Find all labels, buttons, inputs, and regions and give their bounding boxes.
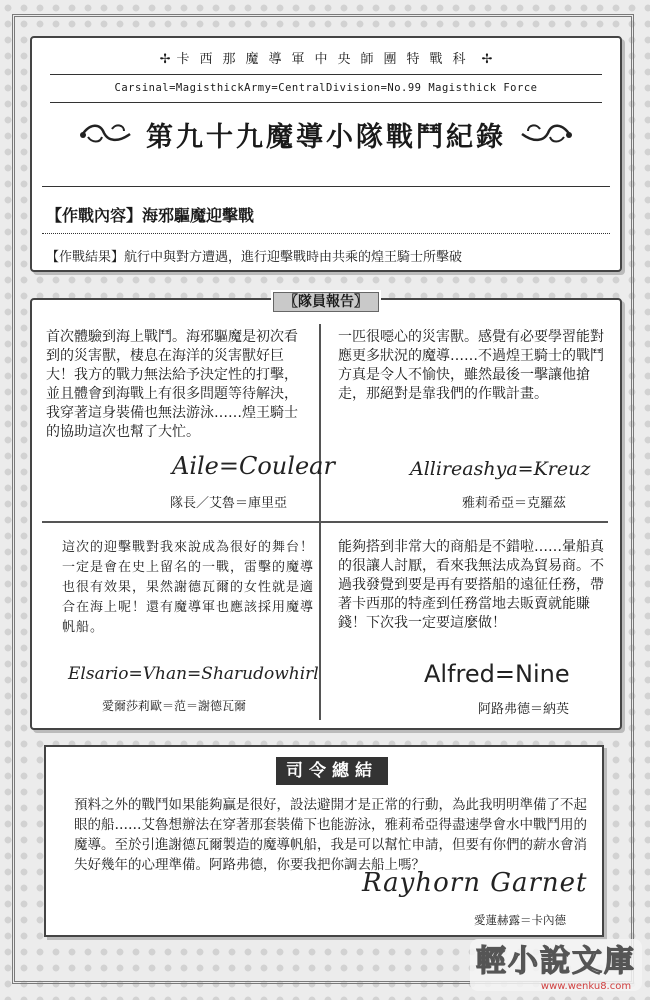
unit-name-english: Carsinal=MagisthickArmy=CentralDivision=No.99 Magisthick Force (114, 82, 538, 94)
report-signature: Elsario=Vhan=Sharudowhirl (68, 664, 319, 684)
report-signature: Aile=Coulear (172, 452, 335, 480)
operation-content-value: 海邪驅魔迎擊戰 (142, 206, 255, 225)
report-member-name: 隊長／艾魯＝庫里亞 (170, 496, 288, 511)
watermark-logo (468, 935, 644, 995)
unit-name: 卡西那魔導軍中央師團特戰科 (176, 52, 476, 67)
member-report-label: 〖隊員報告〗 (271, 290, 381, 314)
flourish-left-icon (78, 121, 134, 147)
watermark-title: 輕小說文庫 (476, 944, 636, 979)
divider (42, 233, 610, 234)
report-text: 一匹很噁心的災害獸。感覺有必要學習能對應更多狀況的魔導……不過煌王騎士的戰鬥方真是令人不愉快，雖然最後一擊讓他搶走，那絕對是靠我們的作戰計畫。 (338, 329, 604, 402)
report-entry (62, 538, 314, 638)
operation-content (46, 203, 254, 226)
report-signature: Allireashya=Kreuz (410, 458, 591, 480)
report-member-name: 雅莉希亞＝克羅茲 (462, 496, 567, 511)
page-title: 第九十九魔導小隊戰鬥紀錄 (146, 121, 506, 153)
ornament-icon: ✢ (159, 52, 171, 67)
operation-result-value: 航行中與對方遭遇，進行迎擊戰時由共乘的煌王騎士所擊破 (124, 250, 463, 265)
report-signature: Alfred=Nine (424, 660, 570, 688)
report-entry (46, 328, 310, 442)
report-member-name: 阿路弗德＝納英 (478, 702, 570, 717)
flourish-right-icon (518, 121, 574, 147)
quadrant-divider-horizontal (42, 521, 608, 523)
report-text: 這次的迎擊戰對我來說成為很好的舞台！一定是會在史上留名的一戰，雷擊的魔導也很有效果，果然謝德瓦爾的女性就是適合在海上呢！還有魔導軍也應該採用魔導帆船。 (62, 540, 315, 635)
report-text: 能夠搭到非常大的商船是不錯啦……暈船真的很讓人討厭，看來我無法成為貿易商。不過我發覺到要是再有要搭船的遠征任務，帶著卡西那的特產到任務當地去販賣就能賺錢！下次我一定要這麼做！ (338, 539, 604, 631)
commander-summary-text: 預料之外的戰鬥如果能夠贏是很好，設法避開才是正常的行動，為此我明明準備了不起眼的船……艾魯想辦法在穿著那套裝備下也能游泳，雅莉希亞得盡速學會水中戰鬥用的魔導。至於引進謝德瓦爾製造的魔導帆船，我是可以幫忙申請，但要有你們的薪水會消失好幾年的心理準備。阿路弗德，你要我把你調去船上嗎？ (74, 797, 587, 873)
commander-signature: Rayhorn Garnet (362, 868, 588, 898)
header-card (30, 36, 622, 272)
report-member-name: 愛爾莎莉歐＝范＝謝德瓦爾 (102, 699, 247, 713)
operation-result (46, 246, 462, 265)
divider (50, 102, 602, 103)
ornament-icon: ✢ (481, 52, 493, 67)
title-row (32, 114, 620, 154)
report-text: 首次體驗到海上戰鬥。海邪驅魔是初次看到的災害獸，棲息在海洋的災害獸好巨大！我方的戰力無法給予決定性的打擊，並且體會到海戰上有很多問題等待解決，我穿著這身裝備也無法游泳……煌王騎士的協助這次也幫了大忙。 (46, 329, 298, 440)
unit-name-line (32, 48, 620, 67)
corner-decoration (44, 745, 58, 759)
divider (42, 186, 610, 187)
corner-decoration (590, 745, 604, 759)
report-entry (338, 538, 608, 633)
report-entry (338, 328, 608, 404)
operation-content-label: 【作戰內容】 (46, 206, 143, 225)
watermark-url: www.wenku8.com (540, 981, 632, 992)
commander-summary-label: 司令總結 (276, 757, 388, 785)
operation-result-label: 【作戰結果】 (46, 250, 125, 265)
divider (50, 74, 602, 75)
commander-name: 愛蓮赫露＝卡內德 (474, 913, 566, 927)
